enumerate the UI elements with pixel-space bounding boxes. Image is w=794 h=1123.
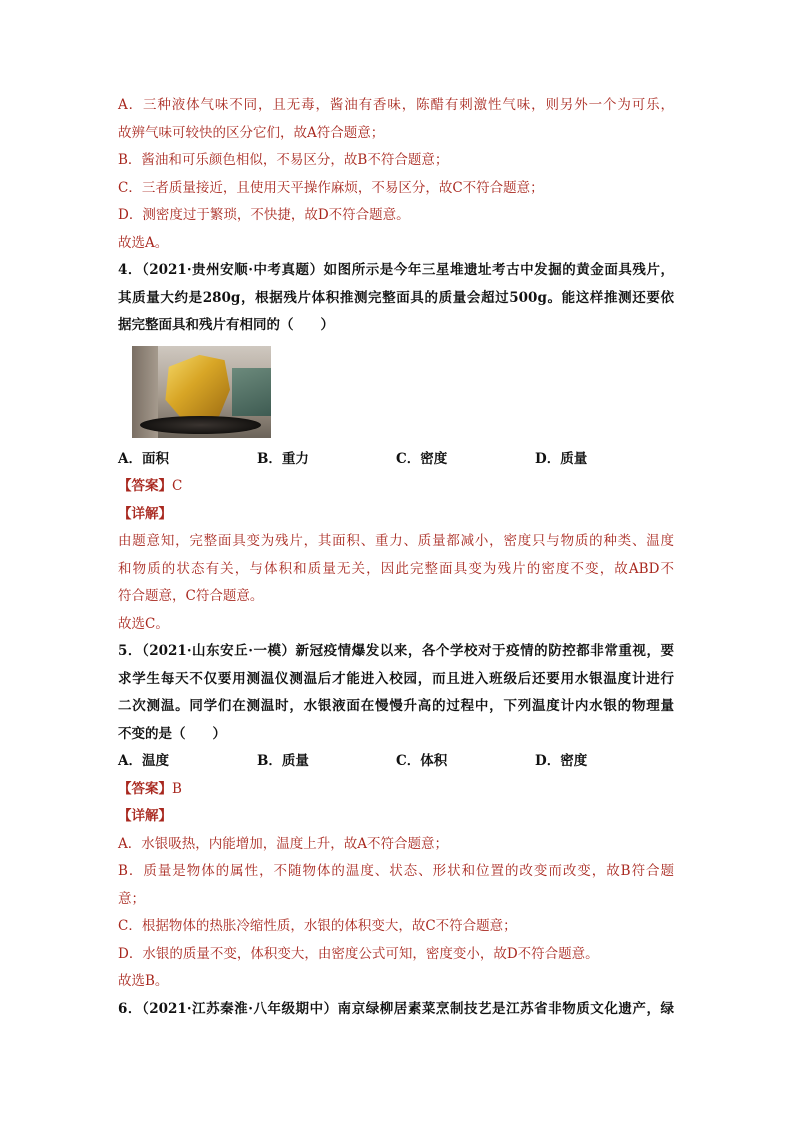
options-row (118, 446, 674, 474)
question-line: 不变的是（ ） (118, 725, 226, 742)
answer-value: B (172, 780, 182, 797)
solution-line: A．三种液体气味不同，且无毒，酱油有香味，陈醋有刺激性气味，则另外一个为可乐， (118, 97, 674, 113)
explain-line: 由题意知，完整面具变为残片，其面积、重力、质量都减小，密度只与物质的种类、温度 (118, 533, 674, 549)
solution-line: 故辨气味可较快的区分它们，故A符合题意； (118, 124, 385, 141)
option-b: B．质量 (257, 753, 309, 769)
solution-line: D．测密度过于繁琐，不快捷，故D不符合题意。 (118, 207, 410, 223)
question-line: 据完整面具和残片有相同的（ ） (118, 317, 334, 333)
document-page (118, 92, 674, 1023)
option-c: C．体积 (396, 753, 448, 769)
solution-line: C．三者质量接近，且使用天平操作麻烦，不易区分，故C不符合题意； (118, 179, 544, 196)
explain-line: 意； (118, 890, 145, 907)
question-line: 6．（2021·江苏秦淮·八年级期中）南京绿柳居素菜烹制技艺是江苏省非物质文化遗产，绿 (118, 1000, 674, 1017)
option-d: D．密度 (535, 753, 588, 769)
question-line: 其质量大约是280g，根据残片体积推测完整面具的质量会超过500g。能这样推测还要依 (118, 289, 674, 306)
answer-tag: 【答案】 (118, 478, 172, 494)
answer-value: C (172, 478, 183, 494)
solution-line: 故选A。 (118, 234, 169, 251)
option-b: B．重力 (257, 450, 309, 467)
explain-tag: 【详解】 (118, 505, 172, 522)
option-a: A．温度 (118, 753, 169, 769)
question-line: 求学生每天不仅要用测温仪测温后才能进入校园，而且进入班级后还要用水银温度计进行 (118, 670, 674, 687)
question-5 (118, 638, 674, 996)
explain-line: 故选B。 (118, 973, 169, 989)
options-row (118, 748, 674, 776)
previous-solution (118, 92, 674, 257)
question-line: 4．（2021·贵州安顺·中考真题）如图所示是今年三星堆遗址考古中发掘的黄金面具残片， (118, 262, 674, 278)
explain-line: C．根据物体的热胀冷缩性质，水银的体积变大，故C不符合题意； (118, 918, 517, 934)
answer-line (118, 473, 674, 501)
solution-line: B．酱油和可乐颜色相似，不易区分，故B不符合题意； (118, 152, 449, 168)
option-d: D．质量 (535, 450, 588, 467)
explain-line: 故选C。 (118, 615, 169, 632)
golden-mask-photo (132, 346, 271, 438)
answer-tag: 【答案】 (118, 780, 172, 797)
question-line: 二次测温。同学们在测温时，水银液面在慢慢升高的过程中，下列温度计内水银的物理量 (118, 698, 674, 714)
explain-line: D．水银的质量不变，体积变大，由密度公式可知，密度变小，故D不符合题意。 (118, 945, 599, 962)
question-4 (118, 257, 674, 638)
explain-line: B．质量是物体的属性，不随物体的温度、状态、形状和位置的改变而改变，故B符合题 (118, 863, 674, 879)
explain-line: A．水银吸热，内能增加，温度上升，故A不符合题意； (118, 835, 448, 852)
explain-line: 和物质的状态有关，与体积和质量无关，因此完整面具变为残片的密度不变，故ABD不 (118, 560, 674, 577)
explain-tag: 【详解】 (118, 808, 172, 824)
option-a: A．面积 (118, 450, 169, 467)
explain-line: 符合题意，C符合题意。 (118, 588, 264, 604)
option-c: C．密度 (396, 450, 448, 467)
answer-line (118, 776, 674, 804)
question-line: 5．（2021·山东安丘·一模）新冠疫情爆发以来，各个学校对于疫情的防控都非常重视，要 (118, 643, 674, 659)
question-6 (118, 996, 674, 1024)
